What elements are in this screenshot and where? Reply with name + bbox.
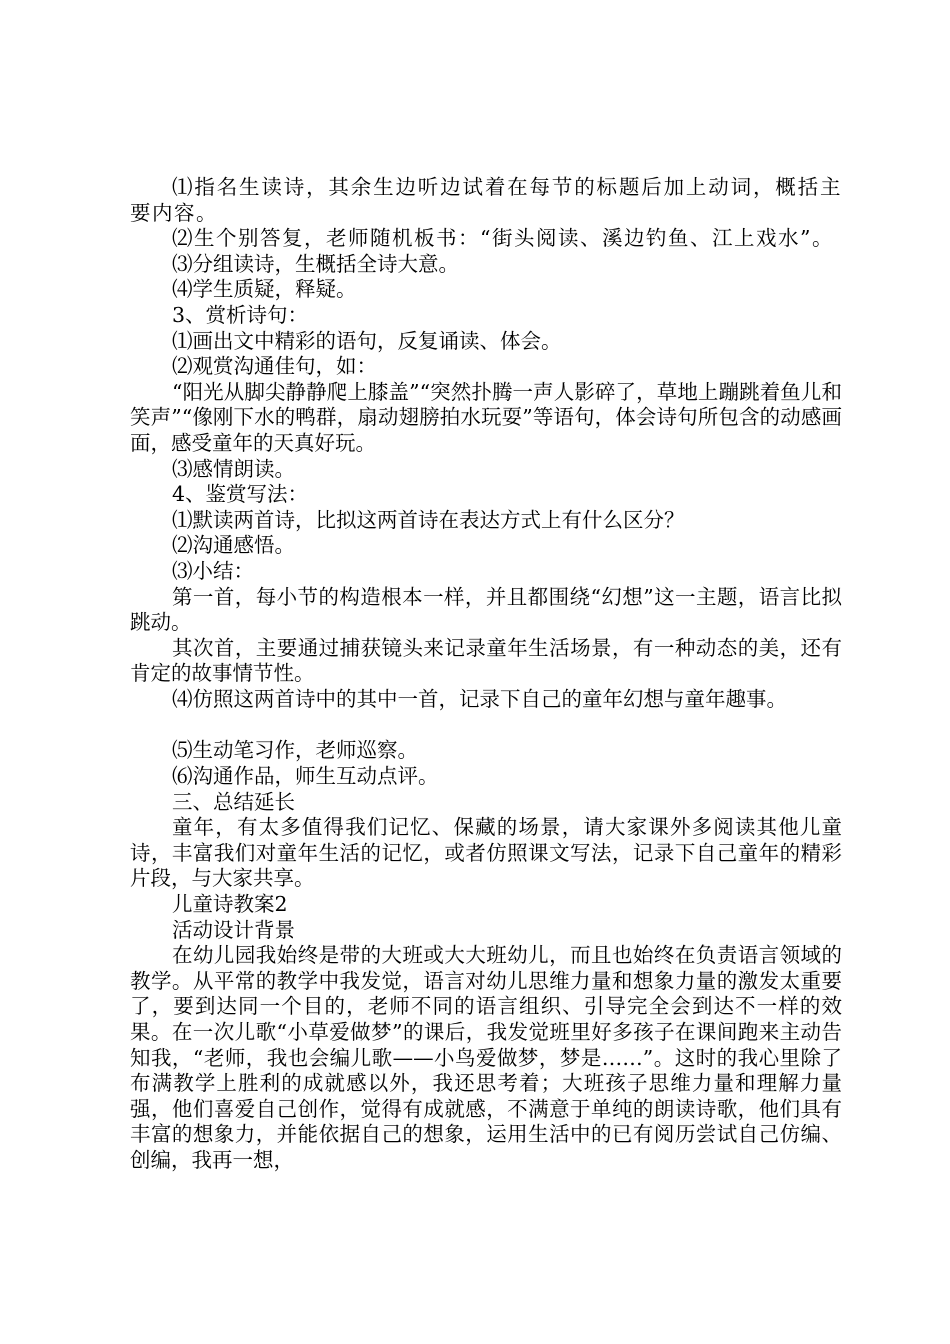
blank-line: [130, 712, 842, 738]
paragraph: ⑹沟通作品，师生互动点评。: [172, 764, 439, 789]
paragraph: ⑸生动笔习作，老师巡察。: [172, 738, 418, 763]
section-heading: 3、赏析诗句：: [172, 302, 309, 327]
paragraph: 其次首，主要通过捕获镜头来记录童年生活场景，有一种动态的美，还有肯定的故事情节性。: [130, 635, 842, 686]
paragraph: ⑶分组读诗，生概括全诗大意。: [172, 251, 459, 276]
paragraph: ⑵生个别答复，老师随机板书：“街头阅读、溪边钓鱼、江上戏水”。: [172, 226, 834, 251]
section-heading: 儿童诗教案2: [172, 892, 288, 917]
paragraph: ⑷学生质疑，释疑。: [172, 277, 357, 302]
paragraph: “阳光从脚尖静静爬上膝盖”“突然扑腾一声人影碎了，草地上蹦跳着鱼儿和笑声”“像刚下水的鸭群，扇动翅膀拍水玩耍”等语句，体会诗句所包含的动感画面，感受童年的天真好玩。: [130, 379, 842, 455]
paragraph: 童年，有太多值得我们记忆、保藏的场景，请大家课外多阅读其他儿童诗，丰富我们对童年生活的记忆，或者仿照课文写法，记录下自己童年的精彩片段，与大家共享。: [130, 815, 842, 891]
paragraph: ⑶小结：: [172, 558, 254, 583]
document-body: [130, 175, 842, 1174]
paragraph: ⑶感情朗读。: [172, 456, 295, 481]
paragraph: ⑴画出文中精彩的语句，反复诵读、体会。: [172, 328, 562, 353]
paragraph: ⑵沟通感悟。: [172, 533, 295, 558]
paragraph: ⑴默读两首诗，比拟这两首诗在表达方式上有什么区分？: [172, 507, 685, 532]
paragraph: 第一首，每小节的构造根本一样，并且都围绕“幻想”这一主题，语言比拟跳动。: [130, 584, 842, 635]
paragraph: ⑷仿照这两首诗中的其中一首，记录下自己的童年幻想与童年趣事。: [172, 686, 787, 711]
paragraph: 在幼儿园我始终是带的大班或大大班幼儿，而且也始终在负责语言领域的教学。从平常的教学中我发觉，语言对幼儿思维力量和想象力量的激发太重要了，要到达同一个目的，老师不同的语言组织、引导完全会到达不一样的效果。在一次儿歌“小草爱做梦”的课后，我发觉班里好多孩子在课间跑来主动告知我，“老师，我也会编儿歌——小鸟爱做梦，梦是……”。这时的我心里除了布满教学上胜利的成就感以外，我还思考着；大班孩子思维力量和理解力量强，他们喜爱自己创作，觉得有成就感，不满意于单纯的朗读诗歌，他们具有丰富的想象力，并能依据自己的想象，运用生活中的已有阅历尝试自己仿编、创编，我再一想，: [130, 943, 842, 1172]
paragraph: ⑴指名生读诗，其余生边听边试着在每节的标题后加上动词，概括主要内容。: [130, 175, 842, 225]
section-heading: 三、总结延长: [172, 789, 295, 814]
section-heading: 4、鉴赏写法：: [172, 482, 309, 507]
section-heading: 活动设计背景: [172, 917, 295, 942]
paragraph: ⑵观赏沟通佳句，如：: [172, 354, 377, 379]
